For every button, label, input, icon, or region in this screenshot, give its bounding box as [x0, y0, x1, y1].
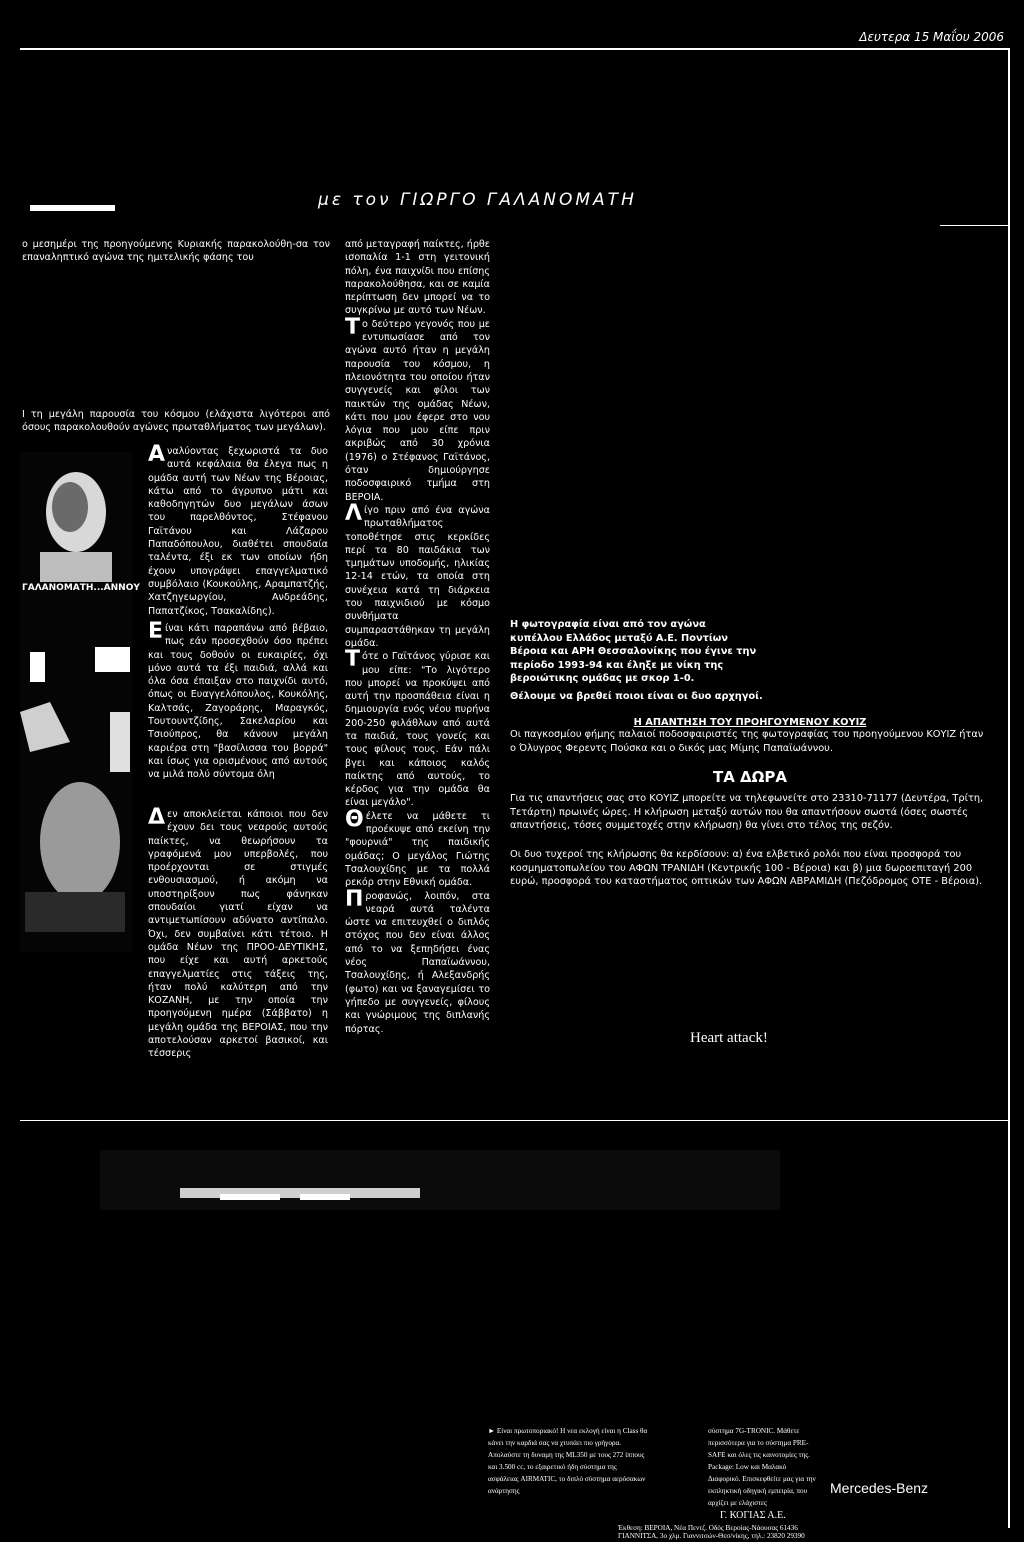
right-border: [1008, 48, 1010, 1528]
middle-text-1: ναλύοντας ξεχωριστά τα δυο αυτά κεφάλαια θα έλεγα πως η ομάδα αυτή των Νέων της Βέροιας, κάτω από το άγρυπνο μάτι και καθοδηγητών δυο μεγάλων άσων του παρελθόντος, Στέφανου Γαϊτάνου και Λάζαρου Παπαδόπουλου, διαθέτει σπουδαία ταλέντα, έξι εκ των οποίων ήδη έχουν υπογράψει επαγγελματικό συμβόλαιο (Κουκούλης, Αραμπατζής, Χατζηγεωργίου, Ανδρεάδης, Παπατζίκος, Τσακαλίδης).: [148, 446, 328, 617]
player-photo: [20, 452, 132, 952]
intro-paragraph: ο μεσημέρι της προηγούμενης Κυριακής παρακολούθη-σα τον επαναληπτικό αγώνα της ημιτελικής φάσης του: [22, 239, 330, 264]
right-column: [345, 238, 490, 1036]
right-text-6: ροφανώς, λοιπόν, στα νεαρά αυτά ταλέντα ώστε να επιτευχθεί ο διπλός στόχος που δεν είναι άλλος από το να ξεπηδήσει ένας νέος Παπαϊωάννου, Τσαλουχίδης, ή Αλεξανδρής (φωτο) και να ξαναγεμίσει το γήπεδο με συγγενείς, φίλους και γνώριμους της διπλανής πόρτας.: [345, 890, 490, 1035]
answer-text: Οι παγκοσμίου φήμης παλαιοί ποδοσφαιριστές της φωτογραφίας του προηγούμενου ΚΟΥΙΖ ήταν ο Όλυγρος Φερεντς Πούσκα και ο δικός μας Μίμης Παπαϊωάννου.: [510, 729, 984, 754]
middle-column-para2: [148, 619, 328, 782]
middle-text-2: ίναι κάτι παραπάνω από βέβαιο, πως εάν προσεχθούν όσο πρέπει και τους δοθούν οι ευκαιρίες, όχι μόνο αυτά τα έξι παιδιά, αλλά και όλα όσα έπαιξαν στο παιχνίδι αυτό, όπως οι Ευαγγελόπουλος, Κουκόλης, Καλτσάς, Ζαγοράρης, Μαραγκός, Τουτουντζίδης, Σακελαρίου και Τσιούπρος, θα κάνουν μεγάλη καριέρα στη "βασίλισσα του βορρά" και ίσως για ορισμένους από αυτούς να μιλά πολύ σύντομα όλη: [148, 623, 328, 781]
drop-cap: Π: [345, 886, 364, 912]
right-text-2: ο δεύτερο γεγονός που με εντυπωσίασε από τον αγώνα αυτό ήταν η μεγάλη παρουσία του κόσμου, η πλειονότητα του οποίου ήταν συγγενείς και φίλοι των παικτών της ομάδας Νέων, κάτι που μου έφερε στο νου λόγια που μου είπε πριν ακριβώς από 30 χρόνια (1976) ο Στέφανος Γαϊτάνος, όταν δημιούργησε ποδοσφαιρικό τμήμα στη ΒΕΡΟΙΑ.: [345, 318, 490, 503]
drop-cap: Δ: [148, 805, 166, 830]
byline-rule: [940, 225, 1008, 226]
middle-text-3: εν αποκλείεται κάποιοι που δεν έχουν δει τους νεαρούς αυτούς παίκτες, να θεωρήσουν τα γραφόμενά μου υπερβολές, που προέρχονται σε στιγμές ενθουσιασμού, ή ακόμη να υποστηρίξουν πως φάνηκαν σπουδαίοι γιατί είχαν να αντιμετωπίσουν αδύνατο αντίπαλο. Όχι, δεν συμβαίνει κάτι τέτοιο. Η ομάδα Νέων της ΠΡΟΟ-ΔΕΥΤΙΚΗΣ, που είχε και αυτή αρκετούς επαγγελματίες στις τάξεις της, ήταν πολύ καλύτερη από την ΚΟΖΑΝΗ, με την οποία την προηγούμενη ημέρα (Σάββατο) η μεγάλη ομάδα της ΒΕΡΟΙΑΣ, που την αποτελούσαν αρκετοί βασικοί, και τέσσερις: [148, 809, 328, 1060]
drop-cap: Τ: [345, 647, 361, 673]
page-tab: [30, 205, 115, 211]
right-text-5: έλετε να μάθετε τι προέκυψε από εκείνη την "φουρνιά" της παιδικής ομάδας; Ο μεγάλος Γιώτης Τσαλουχίδης με τα πολλά ρεκόρ στην Εθνική ομάδα.: [345, 810, 490, 889]
photo-caption: ΓΑΛΑΝΟΜΑΤΗ...ΑΝΝΟΥ: [22, 583, 140, 593]
ad-car-image: [100, 1150, 780, 1210]
dealer-name: Γ. ΚΟΓΙΑΣ Α.Ε.: [720, 1510, 786, 1521]
dealer-address-1: Έκθεση: ΒΕΡΟΙΑ, Νέα Πεντζ. Οδός Βεροίας-Νάουσας 61436: [618, 1524, 798, 1532]
byline: με τον ΓΙΩΡΓΟ ΓΑΛΑΝΟΜΑΤΗ: [318, 190, 637, 210]
quiz-question: Θέλουμε να βρεθεί ποιοι είναι οι δυο αρχηγοί.: [510, 691, 763, 702]
ad-text-2: σύστημα 7G-TRONIC. Μάθετε περισσότερα για το σύστημα PRE-SAFE και όλες τις καινοτομίες της. Package: Low και Μαλακό Διαφορικό. Επισκεφθείτε μας για την εκπληκτική οδηγική εμπειρία, που αρχίζει με ελάχιστες: [708, 1427, 816, 1507]
top-rule: [20, 48, 1010, 50]
quiz-photo-text: Η φωτογραφία είναι από τον αγώνα κυπέλλου Ελλάδος μεταξύ Α.Ε. Ποντίων Βέροια και ΑΡΗ Θεσσαλονίκης που έγινε την περίοδο 1993-94 και έληξε με νίκη της βεροιώτικης ομάδας με σκορ 1-0.: [510, 619, 757, 684]
right-text-1: από μεταγραφή παίκτες, ήρθε ισοπαλία 1-1 στη γειτονική πόλη, ένα παιχνίδι που επίσης παρακολούθησα, και σε καμία περίπτωση δεν μπορεί να το συγκρίνω με αυτό των Νέων.: [345, 239, 490, 317]
issue-date: Δευτερα 15 Μαΐου 2006: [859, 30, 1004, 44]
middle-column-para3: [148, 805, 328, 1061]
gifts-text-1: Για τις απαντήσεις σας στο ΚΟΥΙΖ μπορείτε να τηλεφωνείτε στο 23310-71177 (Δευτέρα, Τρίτη, Τετάρτη) πρωινές ώρες. Η κλήρωση μεταξύ αυτών που θα απαντήσουν σωστά (όσες σωστές απαντήσεις, τόσες συμμετοχές στην κλήρωση) θα γίνει στο τέλος της σεζόν.: [510, 793, 984, 831]
drop-cap: Α: [148, 442, 166, 467]
gifts-title: ΤΑ ΔΩΡΑ: [712, 768, 788, 786]
drop-cap: Τ: [345, 314, 361, 340]
intro-paragraph-2: Ι τη μεγάλη παρουσία του κόσμου (ελάχιστα λιγότεροι από όσους παρακολουθούν αγώνες πρωταθλήματος των μεγάλων).: [22, 409, 330, 434]
ad-text-1: ► Είναι πρωτοποριακό! Η νεα εκλογή είναι η Class θα κάνει την καρδιά σας να χτυπάει πιο γρήγορα. Απολαύστε τη δυναμη της ML350 με τους 272 ίππους και 3.500 cc, το εξαιρετικό ήδη σύστημα της ασφάλειας AIRMATIC, το διπλό σύστημα αερόσακων ανάρτησης: [488, 1427, 648, 1495]
drop-cap: Θ: [345, 806, 364, 832]
drop-cap: Λ: [345, 500, 363, 526]
right-text-3: ίγο πριν από ένα αγώνα πρωταθλήματος τοποθέτησε στις κερκίδες περί τα 80 παιδάκια των τμημάτων υποδομής, ηλικίας 12-14 ετών, τα οποία στη συνέχεια κατά τη διάρκεια του παιχνιδιού με κόσμο συνθήματα συμπαραστάθηκαν τη μεγάλη ομάδα.: [345, 504, 490, 649]
middle-column-para1: [148, 442, 328, 618]
mercedes-brand: Mercedes-Benz: [830, 1480, 929, 1496]
answer-title: Η ΑΠΑΝΤΗΣΗ ΤΟΥ ΠΡΟΗΓΟΥΜΕΝΟΥ ΚΟΥΙΖ: [633, 717, 867, 728]
ad-rule: [20, 1120, 1010, 1121]
drop-cap: Ε: [148, 619, 164, 644]
ad-heart-attack: Heart attack!: [690, 1030, 768, 1046]
right-text-4: ότε ο Γαϊτάνος γύρισε και μου είπε: "Το λιγότερο που μπορεί να προκύψει από αυτή την προσπάθεια είναι η δημιουργία ενός νέου πυρήνα 200-250 φιλάθλων από αυτά τα παιδιά, τους γονείς και τους φίλους τους. Εάν πάλι βγει και κάποιος καλός παίκτης από αυτούς, το κέρδος για την ομάδα θα είναι μεγάλο".: [345, 651, 490, 809]
dealer-address-2: ΓΙΑΝΝΙΤΣΑ, 3ο χλμ. Γιαννιτσών-Θεσ/νίκης, τηλ.: 23820 29390: [618, 1532, 805, 1540]
gifts-text-2: Οι δυο τυχεροί της κλήρωσης θα κερδίσουν: α) ένα ελβετικό ρολόι που είναι προσφορά του κοσμηματοπωλείου του ΑΦΩΝ ΤΡΑΝΙΔΗ (Κεντρικής 100 - Βέροια) και β) μια δωροεπιταγή 200 ευρώ, προσφορά του καταστήματος οπτικών των ΑΦΩΝ ΑΒΡΑΜΙΔΗ (Πεζόδρομος ΟΤΕ - Βέροια).: [510, 849, 983, 887]
